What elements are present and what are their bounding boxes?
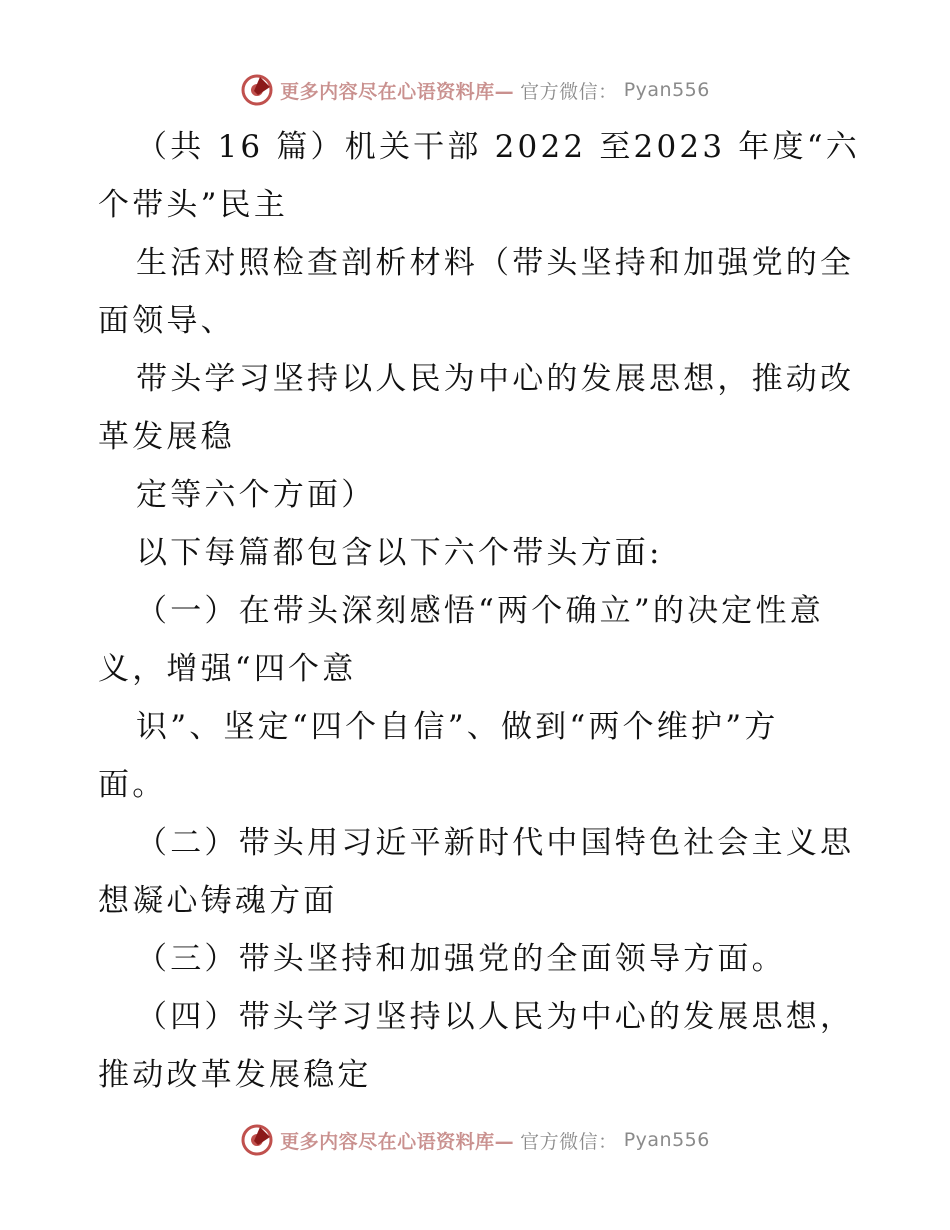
watermark-brand-text: 更多内容尽在心语资料库— xyxy=(280,80,515,103)
text-line: 生活对照检查剖析材料（带头坚持和加强党的全 xyxy=(136,245,855,281)
pen-logo-icon xyxy=(240,73,274,107)
text-line: 革发展稳 xyxy=(98,419,235,455)
text-line: 想凝心铸魂方面 xyxy=(98,883,338,919)
footer-watermark xyxy=(0,1120,950,1160)
document-body xyxy=(98,118,858,1104)
text-line: 定等六个方面） xyxy=(136,477,376,513)
text-line: 带头学习坚持以人民为中心的发展思想，推动改 xyxy=(136,361,855,397)
pen-logo-icon xyxy=(240,1123,274,1157)
text-line: （二）带头用习近平新时代中国特色社会主义思 xyxy=(136,825,855,861)
text-line: （四）带头学习坚持以人民为中心的发展思想， xyxy=(136,999,855,1035)
text-line: 识”、坚定“四个自信”、做到“两个维护”方 xyxy=(136,709,779,745)
text-line: 义，增强“四个意 xyxy=(98,651,357,687)
text-line: 推动改革发展稳定 xyxy=(98,1057,372,1093)
header-watermark xyxy=(0,70,950,110)
watermark-official-text: 官方微信： xyxy=(520,1130,618,1153)
text-line: （三）带头坚持和加强党的全面领导方面。 xyxy=(136,941,786,977)
text-line: 个带头”民主 xyxy=(98,187,289,223)
watermark-wechat-id: Pyan556 xyxy=(623,1129,710,1151)
text-line: （共 16 篇）机关干部 2022 至2023 年度“六 xyxy=(136,129,860,165)
text-line: 以下每篇都包含以下六个带头方面: xyxy=(136,535,663,571)
watermark-brand-text: 更多内容尽在心语资料库— xyxy=(280,1130,515,1153)
watermark-official-text: 官方微信： xyxy=(520,80,618,103)
text-line: 面。 xyxy=(98,767,167,803)
watermark-wechat-id: Pyan556 xyxy=(623,79,710,101)
text-line: （一）在带头深刻感悟“两个确立”的决定性意 xyxy=(136,593,824,629)
text-line: 面领导、 xyxy=(98,303,235,339)
